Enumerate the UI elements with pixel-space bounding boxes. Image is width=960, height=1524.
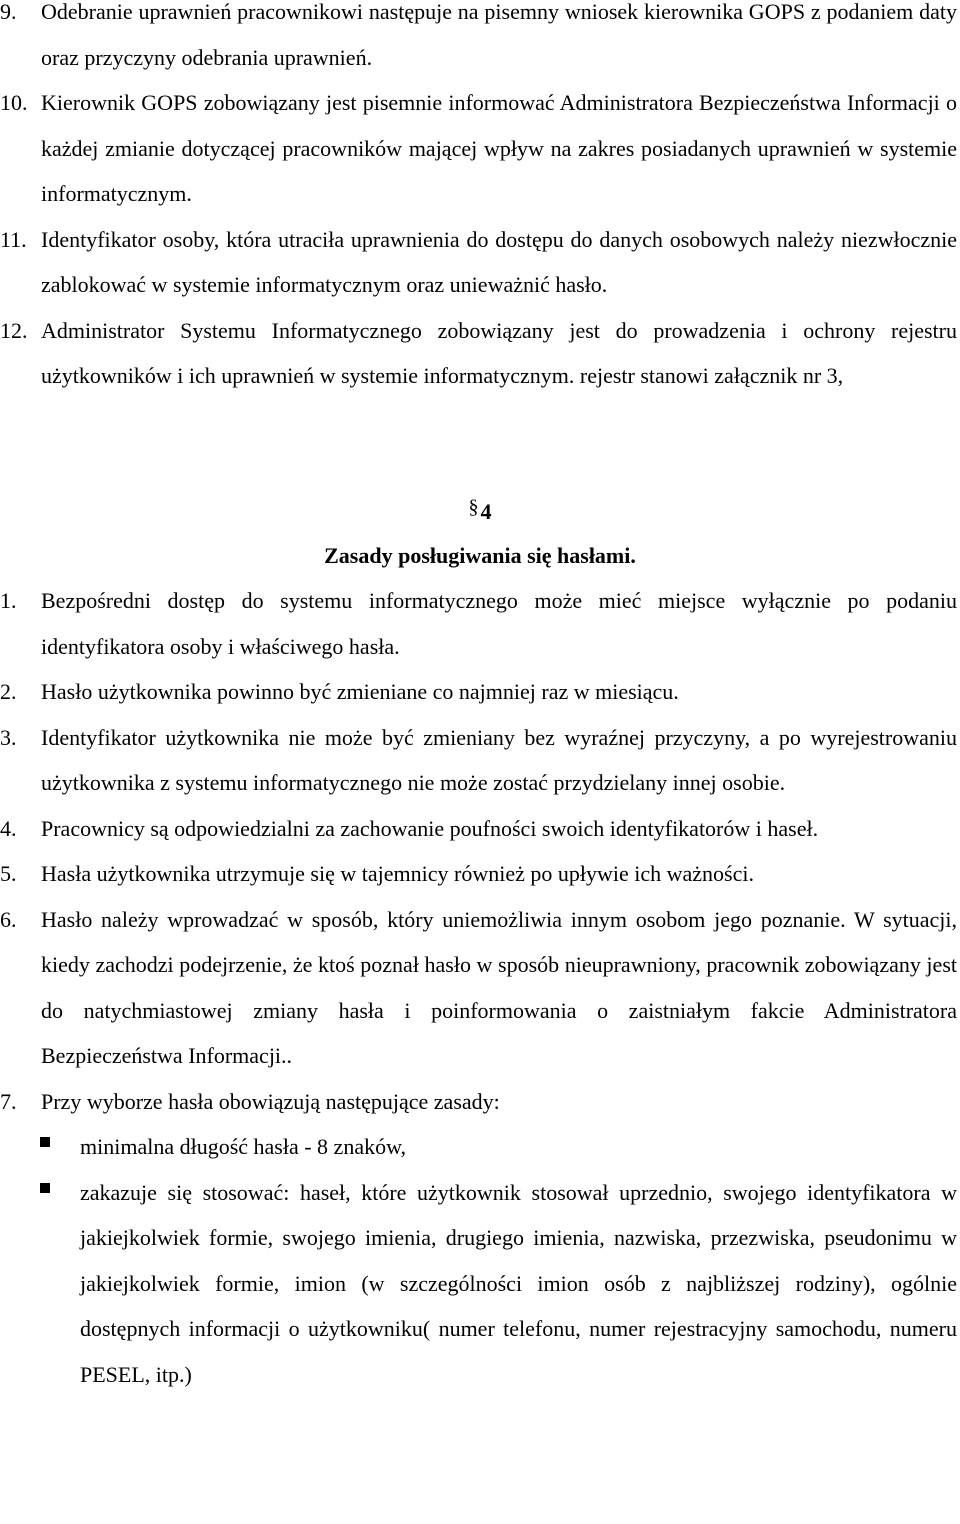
- list-number: 4.: [0, 815, 17, 841]
- list-number: 2.: [0, 679, 17, 704]
- rule-item-2: [0, 669, 960, 715]
- bullet-text: minimalna długość hasła - 8 znaków,: [80, 1134, 407, 1159]
- section-number: [0, 498, 960, 527]
- list-number: 5.: [0, 861, 17, 886]
- list-item-11: [0, 217, 960, 308]
- list-item-text: Hasło należy wprowadzać w sposób, który uniemożliwia innym osobom jego poznanie. W sytuacji, kiedy zachodzi podejrzenie, że ktoś poznał hasło w sposób nieuprawniony, pracownik zobowiązany jest do natychmiastowej zmiany hasła i poinformowania o zaistniałym fakcie Administratora Bezpieczeństwa Informacji..: [41, 906, 957, 1068]
- list-item-12: [0, 308, 960, 399]
- rule-item-3: [0, 715, 960, 806]
- list-item-text: Odebranie uprawnień pracownikowi następuje na pisemny wniosek kierownika GOPS z podaniem daty oraz przyczyny odebrania uprawnień.: [41, 0, 957, 70]
- list-item-text: Przy wyborze hasła obowiązują następujące zasady:: [41, 1088, 500, 1114]
- list-number: 11.: [0, 226, 27, 252]
- section-title: Zasady posługiwania się hasłami.: [324, 543, 636, 568]
- list-item-text: Administrator Systemu Informatycznego zobowiązany jest do prowadzenia i ochrony rejestru użytkowników i ich uprawnień w systemie informatycznym. rejestr stanowi załącznik nr 3,: [41, 317, 957, 388]
- numbered-list-top: [0, 0, 960, 399]
- rule-item-1: [0, 578, 960, 669]
- section-sign-icon: §: [468, 496, 479, 518]
- rule-item-5: [0, 851, 960, 897]
- numbered-list-rules: [0, 578, 960, 1397]
- list-number: 1.: [0, 588, 17, 613]
- list-item-text: Identyfikator użytkownika nie może być zmieniany bez wyraźnej przyczyny, a po wyrejestrowaniu użytkownika z systemu informatycznego nie może zostać przydzielany innej osobie.: [41, 724, 957, 795]
- bullet-text: zakazuje się stosować: haseł, które użytkownik stosował uprzednio, swojego identyfikatora w jakiejkolwiek formie, swojego imienia, drugiego imienia, nazwiska, przezwiska, pseudonimu w jakiejkolwiek formie, imion (w szczególności imion osób z najbliższej rodziny), ogólnie dostępnych informacji o użytkowniku( numer telefonu, numer rejestracyjny samochodu, numeru PESEL, itp.): [80, 1179, 957, 1387]
- list-number: 3.: [0, 724, 17, 750]
- list-number: 10.: [0, 90, 28, 115]
- list-item-9: [0, 0, 960, 80]
- square-bullet-icon: [40, 1183, 50, 1193]
- list-item-10: [0, 80, 960, 217]
- list-item-text: Pracownicy są odpowiedzialni za zachowanie poufności swoich identyfikatorów i haseł.: [41, 815, 819, 841]
- list-item-text: Bezpośredni dostęp do systemu informatycznego może mieć miejsce wyłącznie po podaniu identyfikatora osoby i właściwego hasła.: [41, 588, 957, 659]
- list-number: 12.: [0, 317, 28, 343]
- bullet-item: [0, 1124, 960, 1170]
- list-item-text: Hasło użytkownika powinno być zmieniane co najmniej raz w miesiącu.: [41, 679, 679, 704]
- list-number: 9.: [0, 0, 17, 24]
- square-bullet-icon: [40, 1137, 50, 1147]
- list-item-text: Identyfikator osoby, która utraciła uprawnienia do dostępu do danych osobowych należy niezwłocznie zablokować w systemie informatycznym oraz unieważnić hasło.: [41, 226, 957, 297]
- section-heading: [0, 498, 960, 570]
- list-number: 6.: [0, 906, 17, 932]
- rule-item-6: [0, 897, 960, 1079]
- list-item-text: Kierownik GOPS zobowiązany jest pisemnie informować Administratora Bezpieczeństwa Informacji o każdej zmianie dotyczącej pracowników mającej wpływ na zakres posiadanych uprawnień w systemie informatycznym.: [41, 90, 957, 206]
- list-item-text: Hasła użytkownika utrzymuje się w tajemnicy również po upływie ich ważności.: [41, 861, 754, 886]
- rule-item-4: [0, 806, 960, 852]
- section-number-value: 4: [480, 499, 492, 524]
- rule-item-7: [0, 1079, 960, 1125]
- bullet-item: [0, 1170, 960, 1398]
- list-number: 7.: [0, 1088, 17, 1114]
